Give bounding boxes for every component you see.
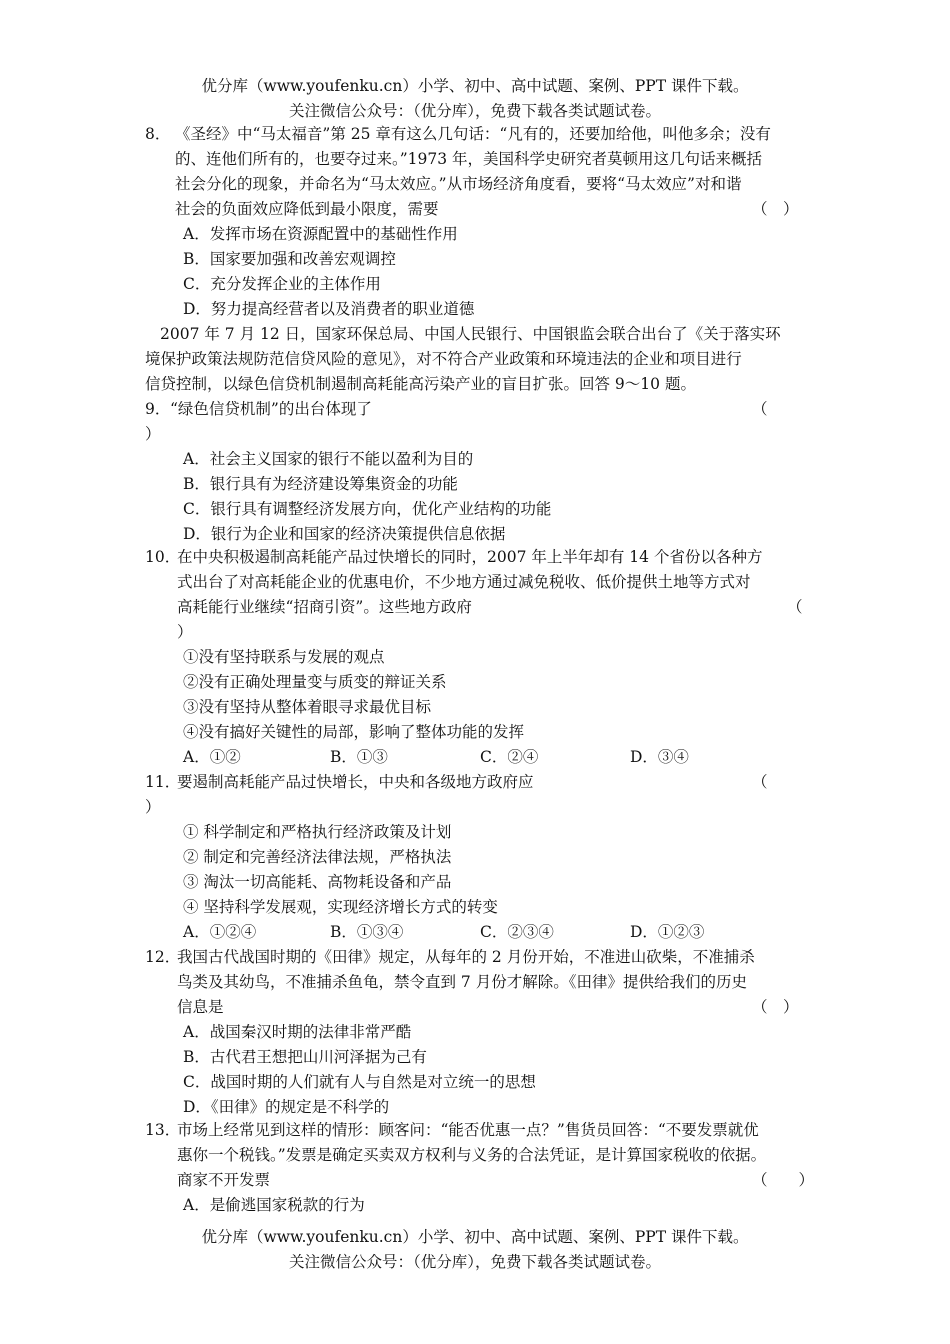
question-number: 13．	[145, 1121, 181, 1139]
question-text-line: 鸟类及其幼鸟，不准捕杀鱼龟，禁令直到 7 月份才解除。《田律》提供给我们的历史	[177, 973, 747, 991]
option-b: B．银行具有为经济建设筹集资金的功能	[183, 475, 458, 493]
choice-b: B．①③④	[330, 923, 404, 941]
question-number: 12．	[145, 948, 181, 966]
answer-blank-close: ）	[145, 798, 161, 816]
question-number: 8．	[145, 125, 171, 143]
question-number: 9．	[145, 400, 171, 418]
choice-d: D．③④	[630, 748, 689, 766]
answer-blank-open: （	[752, 400, 768, 418]
answer-blank: （ ）	[752, 200, 799, 218]
question-text-line: 社会的负面效应降低到最小限度，需要	[175, 200, 439, 218]
statement-2: ②没有正确处理量变与质变的辩证关系	[183, 673, 447, 691]
answer-blank: （ ）	[752, 998, 799, 1016]
option-a: A．是偷逃国家税款的行为	[183, 1196, 365, 1214]
question-text-line: 《圣经》中“马太福音”第 25 章有这么几句话：“凡有的，还要加给他，叫他多余；没有	[175, 125, 771, 143]
footer-line-1: 优分库（www.youfenku.cn）小学、初中、高中试题、案例、PPT 课件下载。	[201, 1228, 749, 1246]
passage-line: 境保护政策法规防范信贷风险的意见》，对不符合产业政策和环境违法的企业和项目进行	[145, 350, 742, 368]
header-line-1: 优分库（www.youfenku.cn）小学、初中、高中试题、案例、PPT 课件下载。	[201, 77, 749, 95]
question-text-line: 惠你一个税钱。”发票是确定买卖双方权利与义务的合法凭证，是计算国家税收的依据。	[177, 1146, 767, 1164]
question-text-line: 社会分化的现象，并命名为“马太效应。”从市场经济角度看，要将“马太效应”对和谐	[175, 175, 742, 193]
statement-4: ④ 坚持科学发展观，实现经济增长方式的转变	[183, 898, 498, 916]
question-text-line: 在中央积极遏制高耗能产品过快增长的同时，2007 年上半年却有 14 个省份以各种方	[177, 548, 763, 566]
option-d: D．努力提高经营者以及消费者的职业道德	[183, 300, 475, 318]
option-d: D．银行为企业和国家的经济决策提供信息依据	[183, 525, 506, 543]
answer-blank-close: ）	[145, 425, 161, 443]
question-text-line: 的、连他们所有的，也要夺过来。”1973 年，美国科学史研究者莫顿用这几句话来概括	[175, 150, 763, 168]
option-d: D．《田律》的规定是不科学的	[183, 1098, 390, 1116]
option-a: A．发挥市场在资源配置中的基础性作用	[183, 225, 458, 243]
statement-1: ①没有坚持联系与发展的观点	[183, 648, 385, 666]
question-text-line: 市场上经常见到这样的情形：顾客问：“能否优惠一点？”售货员回答：“不要发票就优	[177, 1121, 759, 1139]
answer-blank: （ ）	[752, 1171, 815, 1189]
question-number: 10．	[145, 548, 181, 566]
question-text-line: 商家不开发票	[177, 1171, 271, 1189]
question-text-line: 式出台了对高耗能企业的优惠电价，不少地方通过减免税收、低价提供土地等方式对	[177, 573, 751, 591]
choice-d: D．①②③	[630, 923, 705, 941]
footer-line-2: 关注微信公众号：（优分库），免费下载各类试题试卷。	[288, 1253, 661, 1271]
option-c: C．战国时期的人们就有人与自然是对立统一的思想	[183, 1073, 536, 1091]
option-c: C．充分发挥企业的主体作用	[183, 275, 381, 293]
choice-a: A．①②	[183, 748, 241, 766]
statement-1: ① 科学制定和严格执行经济政策及计划	[183, 823, 452, 841]
option-b: B．古代君王想把山川河泽据为己有	[183, 1048, 427, 1066]
option-b: B．国家要加强和改善宏观调控	[183, 250, 396, 268]
question-text-line: 我国古代战国时期的《田律》规定，从每年的 2 月份开始，不准进山砍柴，不准捕杀	[177, 948, 755, 966]
header-line-2: 关注微信公众号：（优分库），免费下载各类试题试卷。	[288, 102, 661, 120]
question-stem: “绿色信贷机制”的出台体现了	[170, 400, 372, 418]
option-a: A．战国秦汉时期的法律非常严酷	[183, 1023, 412, 1041]
statement-3: ③ 淘汰一切高能耗、高物耗设备和产品	[183, 873, 452, 891]
question-text-line: 信息是	[177, 998, 224, 1016]
answer-blank-open: （	[787, 598, 803, 616]
question-text-line: 高耗能行业继续“招商引资”。这些地方政府	[177, 598, 472, 616]
statement-3: ③没有坚持从整体着眼寻求最优目标	[183, 698, 432, 716]
choice-b: B．①③	[330, 748, 388, 766]
statement-2: ② 制定和完善经济法律法规，严格执法	[183, 848, 452, 866]
choice-c: C．②④	[480, 748, 539, 766]
answer-blank-close: ）	[177, 623, 193, 641]
choice-c: C．②③④	[480, 923, 554, 941]
option-a: A．社会主义国家的银行不能以盈利为目的	[183, 450, 474, 468]
option-c: C．银行具有调整经济发展方向，优化产业结构的功能	[183, 500, 552, 518]
question-stem: 要遏制高耗能产品过快增长，中央和各级地方政府应	[177, 773, 534, 791]
answer-blank-open: （	[752, 773, 768, 791]
choice-a: A．①②④	[183, 923, 257, 941]
statement-4: ④没有搞好关键性的局部，影响了整体功能的发挥	[183, 723, 525, 741]
passage-line: 信贷控制，以绿色信贷机制遏制高耗能高污染产业的盲目扩张。回答 9～10 题。	[145, 375, 696, 393]
passage-line: 2007 年 7 月 12 日，国家环保总局、中国人民银行、中国银监会联合出台了《关于落实环	[160, 325, 781, 343]
question-number: 11．	[145, 773, 181, 791]
